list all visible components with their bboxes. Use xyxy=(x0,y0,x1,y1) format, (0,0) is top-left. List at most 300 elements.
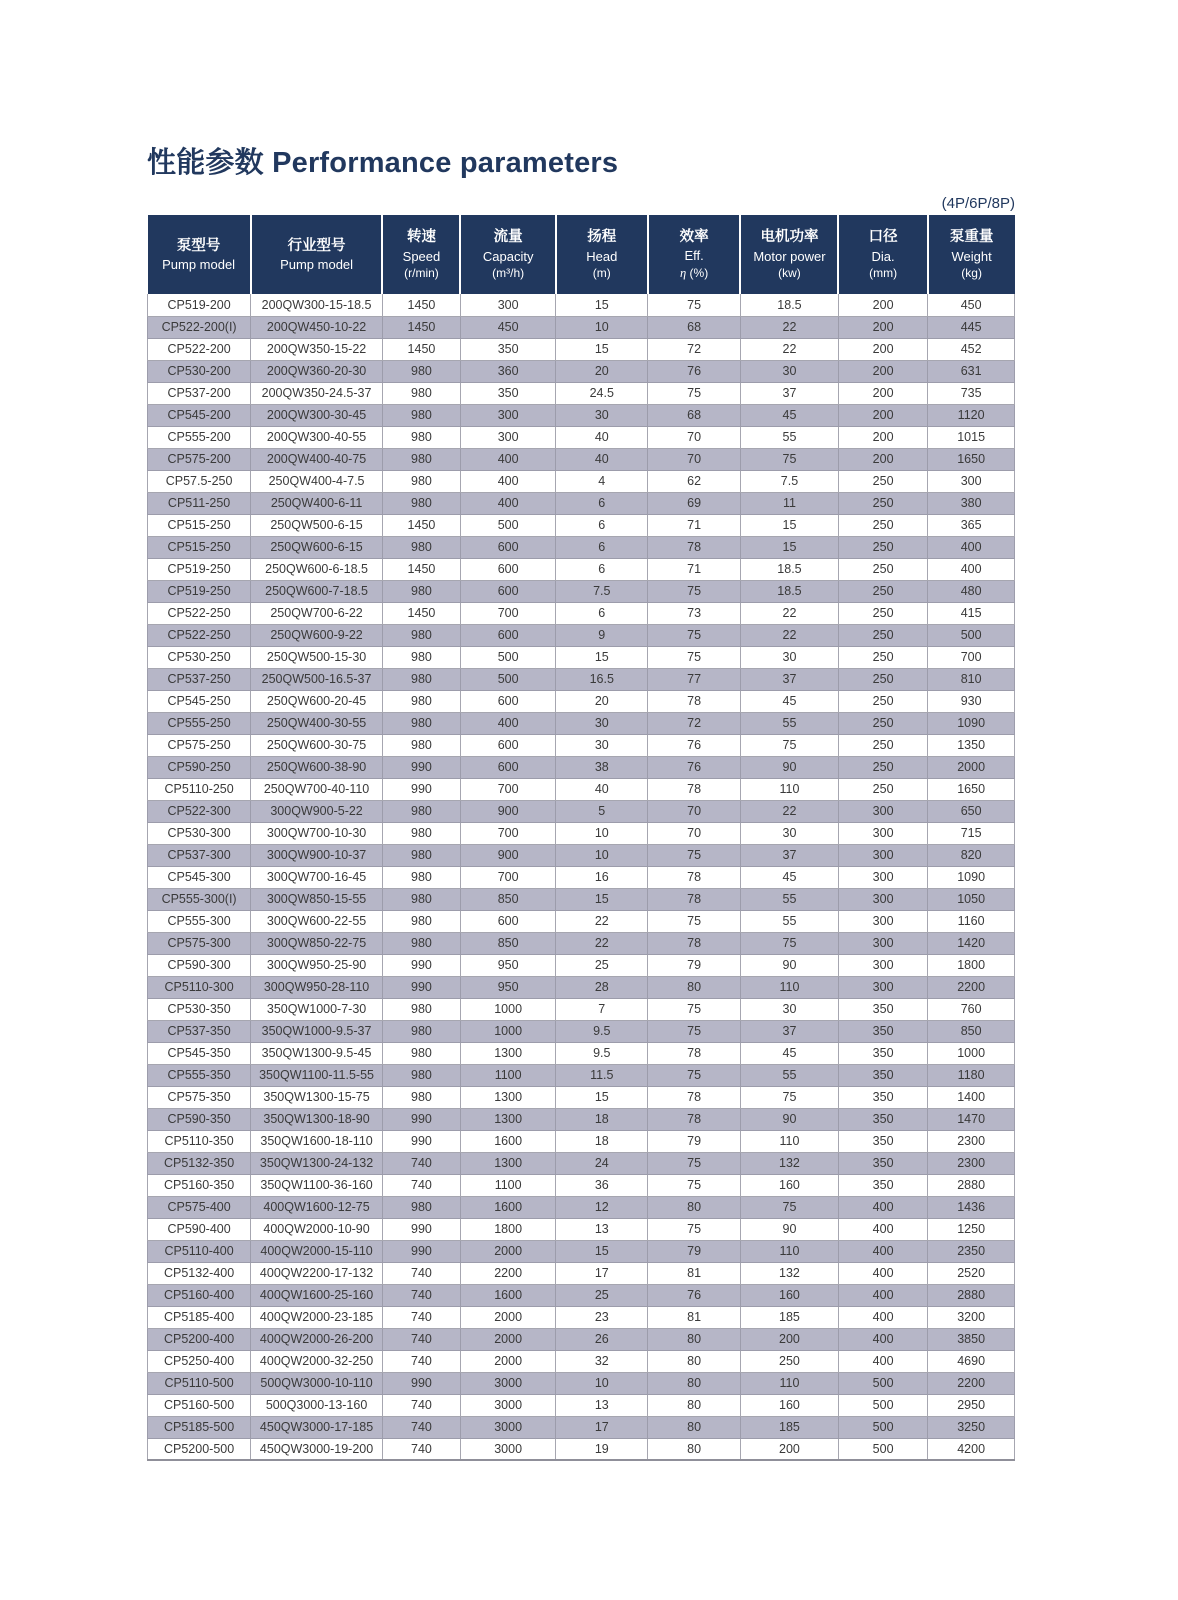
table-cell: 1450 xyxy=(382,316,460,338)
table-cell: 300 xyxy=(838,800,927,822)
table-cell: 1000 xyxy=(928,1042,1015,1064)
table-cell: 1120 xyxy=(928,404,1015,426)
table-cell: 300 xyxy=(928,470,1015,492)
column-header-unit: (m) xyxy=(592,266,611,281)
table-cell: 250QW600-38-90 xyxy=(251,756,383,778)
page-title-en: Performance parameters xyxy=(272,147,619,179)
table-cell: 19 xyxy=(556,1438,648,1460)
table-cell: 480 xyxy=(928,580,1015,602)
column-header-en: Head xyxy=(586,248,618,264)
table-cell: CP522-300 xyxy=(148,800,251,822)
table-cell: 200 xyxy=(740,1328,838,1350)
table-cell: CP5250-400 xyxy=(148,1350,251,1372)
table-cell: 22 xyxy=(740,316,838,338)
table-row xyxy=(148,1218,1015,1240)
table-cell: 450QW3000-17-185 xyxy=(251,1416,383,1438)
column-header-en: Weight xyxy=(951,248,992,264)
table-cell: 350 xyxy=(838,1086,927,1108)
table-row xyxy=(148,1438,1015,1460)
table-cell: 300QW900-10-37 xyxy=(251,844,383,866)
table-row xyxy=(148,668,1015,690)
table-cell: 2350 xyxy=(928,1240,1015,1262)
table-cell: 980 xyxy=(382,382,460,404)
table-cell: 185 xyxy=(740,1306,838,1328)
table-cell: CP555-300(I) xyxy=(148,888,251,910)
table-cell: 300 xyxy=(838,910,927,932)
table-cell: 400 xyxy=(460,448,555,470)
table-cell: 160 xyxy=(740,1394,838,1416)
table-cell: 360 xyxy=(460,360,555,382)
table-cell: 30 xyxy=(740,998,838,1020)
table-cell: 250QW600-7-18.5 xyxy=(251,580,383,602)
table-cell: 400 xyxy=(838,1284,927,1306)
table-cell: 80 xyxy=(648,1328,741,1350)
table-cell: 1450 xyxy=(382,602,460,624)
table-cell: 350QW1100-36-160 xyxy=(251,1174,383,1196)
table-cell: 76 xyxy=(648,756,741,778)
table-cell: 300QW700-10-30 xyxy=(251,822,383,844)
table-cell: CP545-250 xyxy=(148,690,251,712)
table-cell: 3000 xyxy=(460,1438,555,1460)
table-cell: 9.5 xyxy=(556,1020,648,1042)
table-cell: 500 xyxy=(460,668,555,690)
table-cell: 250 xyxy=(838,536,927,558)
table-cell: 400QW2000-32-250 xyxy=(251,1350,383,1372)
table-cell: 200QW350-15-22 xyxy=(251,338,383,360)
table-cell: 650 xyxy=(928,800,1015,822)
table-cell: 22 xyxy=(740,800,838,822)
table-cell: CP530-350 xyxy=(148,998,251,1020)
table-cell: 11.5 xyxy=(556,1064,648,1086)
table-cell: 15 xyxy=(740,536,838,558)
table-row xyxy=(148,1394,1015,1416)
table-cell: 77 xyxy=(648,668,741,690)
table-cell: 1000 xyxy=(460,998,555,1020)
table-cell: 980 xyxy=(382,1042,460,1064)
table-row xyxy=(148,778,1015,800)
table-cell: 71 xyxy=(648,514,741,536)
table-cell: 1400 xyxy=(928,1086,1015,1108)
table-cell: 40 xyxy=(556,778,648,800)
table-cell: 300QW600-22-55 xyxy=(251,910,383,932)
table-cell: 78 xyxy=(648,536,741,558)
table-cell: 445 xyxy=(928,316,1015,338)
table-row xyxy=(148,404,1015,426)
table-cell: 90 xyxy=(740,1108,838,1130)
table-cell: 36 xyxy=(556,1174,648,1196)
table-cell: 740 xyxy=(382,1416,460,1438)
table-cell: 75 xyxy=(648,624,741,646)
table-cell: 1100 xyxy=(460,1174,555,1196)
table-row xyxy=(148,976,1015,998)
table-cell: 350 xyxy=(838,998,927,1020)
table-cell: 250 xyxy=(838,602,927,624)
table-row xyxy=(148,734,1015,756)
table-cell: 980 xyxy=(382,624,460,646)
table-cell: CP545-350 xyxy=(148,1042,251,1064)
table-row xyxy=(148,1240,1015,1262)
table-row xyxy=(148,1020,1015,1042)
table-cell: 950 xyxy=(460,954,555,976)
table-cell: 980 xyxy=(382,800,460,822)
table-cell: 76 xyxy=(648,1284,741,1306)
column-header-unit: (kw) xyxy=(778,266,801,281)
table-cell: 350 xyxy=(838,1130,927,1152)
table-cell: 200 xyxy=(838,294,927,316)
table-row xyxy=(148,448,1015,470)
table-cell: 250QW600-6-15 xyxy=(251,536,383,558)
table-cell: 250 xyxy=(838,668,927,690)
table-cell: 740 xyxy=(382,1328,460,1350)
table-cell: 400 xyxy=(838,1196,927,1218)
table-cell: 980 xyxy=(382,1064,460,1086)
table-cell: 17 xyxy=(556,1262,648,1284)
table-cell: 740 xyxy=(382,1438,460,1460)
table-cell: 37 xyxy=(740,844,838,866)
table-row xyxy=(148,602,1015,624)
table-cell: 69 xyxy=(648,492,741,514)
table-row xyxy=(148,1174,1015,1196)
table-row xyxy=(148,360,1015,382)
table-cell: 17 xyxy=(556,1416,648,1438)
table-cell: 1600 xyxy=(460,1196,555,1218)
table-cell: 24.5 xyxy=(556,382,648,404)
table-cell: CP537-200 xyxy=(148,382,251,404)
table-cell: CP545-200 xyxy=(148,404,251,426)
table-cell: 2000 xyxy=(460,1328,555,1350)
table-cell: CP537-250 xyxy=(148,668,251,690)
table-cell: 990 xyxy=(382,756,460,778)
table-row xyxy=(148,910,1015,932)
column-header-6 xyxy=(648,215,741,294)
table-cell: 75 xyxy=(740,1086,838,1108)
table-cell: 300QW700-16-45 xyxy=(251,866,383,888)
table-cell: 75 xyxy=(740,932,838,954)
table-cell: 740 xyxy=(382,1262,460,1284)
table-cell: 18.5 xyxy=(740,294,838,316)
table-cell: 22 xyxy=(556,932,648,954)
table-cell: 450QW3000-19-200 xyxy=(251,1438,383,1460)
column-header-cn: 泵重量 xyxy=(949,229,994,246)
table-row xyxy=(148,1152,1015,1174)
table-cell: 160 xyxy=(740,1174,838,1196)
table-cell: CP515-250 xyxy=(148,536,251,558)
table-row xyxy=(148,800,1015,822)
table-cell: 2000 xyxy=(460,1350,555,1372)
table-cell: 715 xyxy=(928,822,1015,844)
table-cell: 1420 xyxy=(928,932,1015,954)
table-cell: 1800 xyxy=(460,1218,555,1240)
table-cell: 1090 xyxy=(928,712,1015,734)
table-row xyxy=(148,646,1015,668)
table-cell: 18.5 xyxy=(740,580,838,602)
table-cell: 600 xyxy=(460,756,555,778)
table-cell: 930 xyxy=(928,690,1015,712)
table-cell: 40 xyxy=(556,448,648,470)
table-cell: 80 xyxy=(648,1196,741,1218)
table-cell: 2000 xyxy=(928,756,1015,778)
table-cell: CP575-350 xyxy=(148,1086,251,1108)
column-header-8 xyxy=(838,215,927,294)
table-cell: 250 xyxy=(838,734,927,756)
table-row xyxy=(148,492,1015,514)
table-cell: 200 xyxy=(838,360,927,382)
table-cell: 415 xyxy=(928,602,1015,624)
table-cell: 900 xyxy=(460,800,555,822)
table-cell: 200 xyxy=(838,448,927,470)
table-row xyxy=(148,1108,1015,1130)
table-cell: CP5185-400 xyxy=(148,1306,251,1328)
table-cell: 350QW1300-9.5-45 xyxy=(251,1042,383,1064)
table-cell: 24 xyxy=(556,1152,648,1174)
table-cell: 4690 xyxy=(928,1350,1015,1372)
table-cell: 600 xyxy=(460,558,555,580)
table-cell: 500 xyxy=(928,624,1015,646)
table-cell: 200QW450-10-22 xyxy=(251,316,383,338)
table-row xyxy=(148,954,1015,976)
table-row xyxy=(148,756,1015,778)
table-cell: 980 xyxy=(382,470,460,492)
table-cell: 250QW400-30-55 xyxy=(251,712,383,734)
table-cell: 365 xyxy=(928,514,1015,536)
table-cell: 81 xyxy=(648,1306,741,1328)
table-cell: 20 xyxy=(556,690,648,712)
table-cell: 1000 xyxy=(460,1020,555,1042)
table-row xyxy=(148,558,1015,580)
table-cell: 400 xyxy=(928,558,1015,580)
table-cell: 110 xyxy=(740,1372,838,1394)
table-cell: CP5132-400 xyxy=(148,1262,251,1284)
table-row xyxy=(148,1086,1015,1108)
table-cell: 400 xyxy=(838,1240,927,1262)
column-header-en: Speed xyxy=(402,248,441,264)
table-cell: 1300 xyxy=(460,1086,555,1108)
table-cell: 2000 xyxy=(460,1306,555,1328)
table-cell: 990 xyxy=(382,976,460,998)
table-cell: 10 xyxy=(556,1372,648,1394)
table-cell: 980 xyxy=(382,690,460,712)
table-cell: 1015 xyxy=(928,426,1015,448)
table-cell: 110 xyxy=(740,1240,838,1262)
table-cell: 23 xyxy=(556,1306,648,1328)
column-header-unit: (r/min) xyxy=(404,266,439,281)
table-row xyxy=(148,1350,1015,1372)
table-cell: 25 xyxy=(556,954,648,976)
table-cell: 250 xyxy=(838,492,927,514)
table-cell: 18 xyxy=(556,1108,648,1130)
table-cell: 200QW300-40-55 xyxy=(251,426,383,448)
table-cell: 16 xyxy=(556,866,648,888)
table-cell: 350QW1600-18-110 xyxy=(251,1130,383,1152)
table-cell: 3200 xyxy=(928,1306,1015,1328)
table-cell: 350QW1300-24-132 xyxy=(251,1152,383,1174)
table-cell: 22 xyxy=(740,624,838,646)
table-cell: 980 xyxy=(382,712,460,734)
table-cell: 700 xyxy=(460,602,555,624)
table-cell: 1450 xyxy=(382,514,460,536)
table-cell: CP5110-500 xyxy=(148,1372,251,1394)
table-cell: 500Q3000-13-160 xyxy=(251,1394,383,1416)
column-header-unit: (m³/h) xyxy=(492,266,525,281)
column-header-cn: 效率 xyxy=(679,229,709,246)
table-cell: 400 xyxy=(838,1350,927,1372)
table-cell: 400 xyxy=(928,536,1015,558)
table-row xyxy=(148,1130,1015,1152)
table-cell: 110 xyxy=(740,976,838,998)
table-body xyxy=(148,294,1015,1460)
table-cell: 350QW1100-11.5-55 xyxy=(251,1064,383,1086)
table-cell: 30 xyxy=(740,360,838,382)
table-row xyxy=(148,470,1015,492)
column-header-unit: (mm) xyxy=(869,266,898,281)
table-cell: 38 xyxy=(556,756,648,778)
table-cell: 980 xyxy=(382,932,460,954)
table-cell: 500 xyxy=(460,514,555,536)
table-cell: 980 xyxy=(382,492,460,514)
table-cell: 850 xyxy=(460,888,555,910)
table-cell: 980 xyxy=(382,404,460,426)
column-header-cn: 扬程 xyxy=(587,229,617,246)
table-cell: 350 xyxy=(460,382,555,404)
table-cell: 990 xyxy=(382,1240,460,1262)
table-cell: 75 xyxy=(648,294,741,316)
table-cell: 200QW400-40-75 xyxy=(251,448,383,470)
page-title-cn: 性能参数 xyxy=(147,147,264,179)
table-cell: 13 xyxy=(556,1218,648,1240)
table-cell: 110 xyxy=(740,778,838,800)
table-cell: 400 xyxy=(838,1306,927,1328)
table-cell: CP5160-350 xyxy=(148,1174,251,1196)
table-cell: 70 xyxy=(648,800,741,822)
table-cell: CP537-350 xyxy=(148,1020,251,1042)
table-cell: 400QW1600-12-75 xyxy=(251,1196,383,1218)
table-cell: 600 xyxy=(460,734,555,756)
table-cell: 400QW1600-25-160 xyxy=(251,1284,383,1306)
table-cell: 3000 xyxy=(460,1416,555,1438)
table-cell: 300QW850-22-75 xyxy=(251,932,383,954)
table-cell: CP555-250 xyxy=(148,712,251,734)
table-cell: 350QW1000-7-30 xyxy=(251,998,383,1020)
table-cell: 2200 xyxy=(460,1262,555,1284)
table-cell: 72 xyxy=(648,712,741,734)
table-cell: 250QW600-6-18.5 xyxy=(251,558,383,580)
table-cell: 185 xyxy=(740,1416,838,1438)
table-cell: 500 xyxy=(838,1438,927,1460)
table-cell: 300 xyxy=(460,404,555,426)
table-cell: 75 xyxy=(648,910,741,932)
column-header-cn: 行业型号 xyxy=(287,237,346,254)
table-cell: 990 xyxy=(382,1218,460,1240)
table-row xyxy=(148,1064,1015,1086)
table-cell: 55 xyxy=(740,712,838,734)
table-cell: 250QW400-4-7.5 xyxy=(251,470,383,492)
column-header-cn: 转速 xyxy=(406,229,436,246)
table-cell: 980 xyxy=(382,910,460,932)
table-cell: 1090 xyxy=(928,866,1015,888)
table-cell: 1180 xyxy=(928,1064,1015,1086)
table-cell: 45 xyxy=(740,866,838,888)
table-row xyxy=(148,866,1015,888)
table-cell: 810 xyxy=(928,668,1015,690)
table-cell: 600 xyxy=(460,624,555,646)
table-cell: 300QW850-15-55 xyxy=(251,888,383,910)
table-cell: CP545-300 xyxy=(148,866,251,888)
table-cell: 735 xyxy=(928,382,1015,404)
table-cell: 300QW950-28-110 xyxy=(251,976,383,998)
table-cell: 15 xyxy=(556,338,648,360)
table-cell: 700 xyxy=(928,646,1015,668)
table-cell: 80 xyxy=(648,1372,741,1394)
table-header xyxy=(148,215,1015,294)
table-cell: 300 xyxy=(838,822,927,844)
table-cell: 250QW500-15-30 xyxy=(251,646,383,668)
table-cell: 30 xyxy=(556,712,648,734)
table-cell: 70 xyxy=(648,448,741,470)
table-cell: 78 xyxy=(648,1086,741,1108)
table-cell: 13 xyxy=(556,1394,648,1416)
table-cell: 700 xyxy=(460,822,555,844)
table-cell: 250 xyxy=(838,646,927,668)
table-cell: 3000 xyxy=(460,1372,555,1394)
table-cell: 1450 xyxy=(382,558,460,580)
table-cell: 3850 xyxy=(928,1328,1015,1350)
table-cell: 2300 xyxy=(928,1130,1015,1152)
table-cell: 300 xyxy=(460,426,555,448)
table-row xyxy=(148,712,1015,734)
table-cell: 980 xyxy=(382,360,460,382)
table-cell: 75 xyxy=(648,1218,741,1240)
table-cell: 1600 xyxy=(460,1130,555,1152)
table-cell: 350 xyxy=(838,1042,927,1064)
table-cell: 990 xyxy=(382,1108,460,1130)
table-cell: 15 xyxy=(556,1240,648,1262)
table-cell: 600 xyxy=(460,536,555,558)
table-cell: 55 xyxy=(740,1064,838,1086)
table-cell: CP590-300 xyxy=(148,954,251,976)
table-cell: 631 xyxy=(928,360,1015,382)
table-cell: 980 xyxy=(382,646,460,668)
table-cell: 2950 xyxy=(928,1394,1015,1416)
table-cell: 2200 xyxy=(928,976,1015,998)
table-cell: 75 xyxy=(648,1020,741,1042)
table-cell: 79 xyxy=(648,1130,741,1152)
table-cell: 350 xyxy=(838,1064,927,1086)
table-cell: CP5200-400 xyxy=(148,1328,251,1350)
table-cell: 9.5 xyxy=(556,1042,648,1064)
column-header-en: Pump model xyxy=(280,256,354,272)
table-cell: 79 xyxy=(648,1240,741,1262)
table-row xyxy=(148,1196,1015,1218)
table-cell: 980 xyxy=(382,448,460,470)
table-row xyxy=(148,822,1015,844)
table-cell: 500 xyxy=(838,1372,927,1394)
table-cell: 250 xyxy=(838,690,927,712)
table-cell: 18 xyxy=(556,1130,648,1152)
column-header-en: Dia. xyxy=(871,248,895,264)
table-row xyxy=(148,536,1015,558)
table-cell: 400QW2200-17-132 xyxy=(251,1262,383,1284)
table-row xyxy=(148,844,1015,866)
table-cell: 980 xyxy=(382,998,460,1020)
table-cell: CP5160-400 xyxy=(148,1284,251,1306)
table-row xyxy=(148,382,1015,404)
table-cell: 2880 xyxy=(928,1174,1015,1196)
table-cell: 300 xyxy=(838,976,927,998)
table-cell: 400QW2000-10-90 xyxy=(251,1218,383,1240)
table-cell: 250QW400-6-11 xyxy=(251,492,383,514)
table-row xyxy=(148,514,1015,536)
table-cell: 30 xyxy=(556,404,648,426)
